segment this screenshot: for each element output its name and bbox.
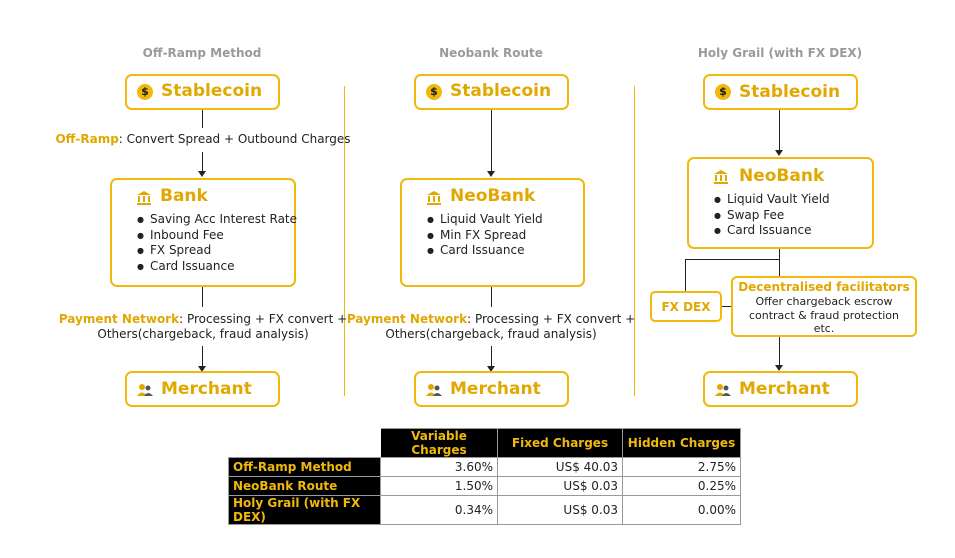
payment-network-edge-label: Payment Network: Processing + FX convert + Others(chargeback, fraud analysis): [346, 312, 636, 341]
table-corner-cell: [229, 429, 381, 458]
column-header: Variable Charges: [381, 429, 498, 458]
connector-line: [779, 110, 780, 151]
table-row: [229, 458, 741, 477]
table-cell: US$ 40.03: [498, 458, 623, 477]
table-cell: 0.34%: [381, 496, 498, 525]
node-title: Stablecoin: [450, 81, 552, 101]
arrow-down-icon: [198, 171, 206, 177]
connector-line: [779, 337, 780, 366]
dollar-coin-icon: $: [715, 84, 731, 100]
facilitators-description: Offer chargeback escrow contract & fraud protection etc.: [748, 295, 900, 335]
node-title: Bank: [160, 186, 208, 206]
node-title: Stablecoin: [161, 81, 263, 101]
node-title: NeoBank: [739, 166, 825, 186]
node-title: Stablecoin: [739, 82, 841, 102]
table-cell: 2.75%: [623, 458, 741, 477]
neobank-features-list: [426, 212, 543, 259]
connector-line: [722, 306, 731, 307]
charges-comparison-table: [228, 428, 741, 525]
node-title: Decentralised facilitators: [738, 280, 910, 294]
bank-node: [110, 178, 296, 287]
table-cell: 1.50%: [381, 477, 498, 496]
node-title: Merchant: [161, 379, 252, 399]
column-header: Fixed Charges: [498, 429, 623, 458]
connector-line: [202, 346, 203, 367]
connector-line: [202, 287, 203, 307]
decentralised-facilitators-node: [731, 276, 917, 337]
column-title-off-ramp: Off-Ramp Method: [142, 46, 262, 60]
stablecoin-node: [414, 74, 569, 110]
bank-features-list: [136, 212, 297, 274]
table-cell: 0.25%: [623, 477, 741, 496]
bank-icon: [713, 169, 729, 185]
neobank-node: [687, 157, 874, 249]
list-item: ● Saving Acc Interest Rate: [150, 212, 297, 228]
connector-line: [202, 152, 203, 172]
fx-dex-node: [650, 291, 722, 322]
row-header: Holy Grail (with FX DEX): [229, 496, 381, 525]
table-cell: 3.60%: [381, 458, 498, 477]
connector-line: [491, 346, 492, 367]
people-icon: [715, 382, 731, 398]
bank-icon: [426, 190, 442, 206]
people-icon: [137, 382, 153, 398]
table-cell: US$ 0.03: [498, 496, 623, 525]
node-title: FX DEX: [661, 300, 711, 314]
neobank-features-list: [713, 192, 830, 239]
table-cell: US$ 0.03: [498, 477, 623, 496]
list-item: ● Liquid Vault Yield: [440, 212, 543, 228]
column-header: Hidden Charges: [623, 429, 741, 458]
list-item: ● Card Issuance: [150, 259, 297, 275]
column-title-holy-grail: Holy Grail (with FX DEX): [697, 46, 863, 60]
connector-line: [779, 249, 780, 259]
neobank-node: [400, 178, 585, 287]
table-row: [229, 477, 741, 496]
column-title-neobank: Neobank Route: [439, 46, 543, 60]
table-header-row: [229, 429, 741, 458]
arrow-down-icon: [487, 171, 495, 177]
list-item: ● Liquid Vault Yield: [727, 192, 830, 208]
off-ramp-edge-label: Off-Ramp: Convert Spread + Outbound Charges: [55, 132, 351, 146]
list-item: ● Inbound Fee: [150, 228, 297, 244]
connector-line: [491, 110, 492, 172]
dollar-coin-icon: $: [137, 84, 153, 100]
payment-network-edge-label: Payment Network: Processing + FX convert + Others(chargeback, fraud analysis): [58, 312, 348, 341]
list-item: ● FX Spread: [150, 243, 297, 259]
merchant-node: [414, 371, 569, 407]
node-title: Merchant: [739, 379, 830, 399]
row-header: Off-Ramp Method: [229, 458, 381, 477]
node-title: NeoBank: [450, 186, 536, 206]
stablecoin-node: [703, 74, 858, 110]
list-item: ● Card Issuance: [727, 223, 830, 239]
arrow-down-icon: [775, 150, 783, 156]
node-title: Merchant: [450, 379, 541, 399]
connector-line: [685, 259, 780, 260]
column-divider: [634, 86, 635, 396]
list-item: ● Card Issuance: [440, 243, 543, 259]
row-header: NeoBank Route: [229, 477, 381, 496]
connector-line: [491, 287, 492, 307]
list-item: ● Min FX Spread: [440, 228, 543, 244]
connector-line: [779, 259, 780, 276]
table-cell: 0.00%: [623, 496, 741, 525]
dollar-coin-icon: $: [426, 84, 442, 100]
stablecoin-node: [125, 74, 280, 110]
merchant-node: [125, 371, 280, 407]
table-row: [229, 496, 741, 525]
people-icon: [426, 382, 442, 398]
connector-line: [202, 110, 203, 128]
list-item: ● Swap Fee: [727, 208, 830, 224]
bank-icon: [136, 190, 152, 206]
merchant-node: [703, 371, 858, 407]
connector-line: [685, 259, 686, 291]
